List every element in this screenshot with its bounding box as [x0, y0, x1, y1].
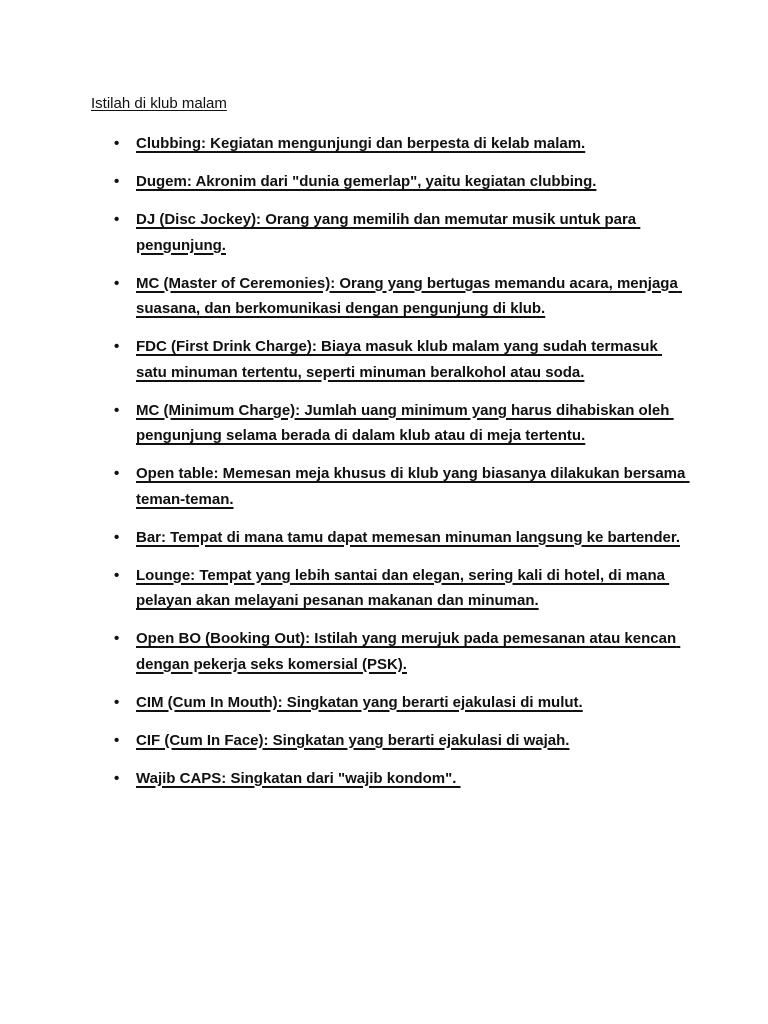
list-item — [0, 131, 768, 157]
term-definition: Wajib CAPS: Singkatan dari "wajib kondom". — [136, 769, 461, 787]
term-definition: Dugem: Akronim dari "dunia gemerlap", yaitu kegiatan clubbing. — [136, 173, 597, 190]
term-definition: Bar: Tempat di mana tamu dapat memesan minuman langsung ke bartender. — [136, 528, 681, 546]
list-item — [0, 626, 768, 677]
list-item — [0, 766, 768, 792]
bullet-icon: • — [114, 630, 120, 647]
term-definition: MC (Minimum Charge): Jumlah uang minimum yang harus dihabiskan oleh pengunjung selama berada di dalam klub atau di meja tertentu. — [136, 401, 674, 444]
bullet-icon: • — [114, 274, 120, 292]
list-item — [0, 461, 768, 512]
term-definition: Open BO (Booking Out): Istilah yang merujuk pada pemesanan atau kencan dengan pekerja seks komersial (PSK). — [136, 630, 681, 673]
list-item — [0, 690, 768, 716]
term-definition: CIM (Cum In Mouth): Singkatan yang berarti ejakulasi di mulut. — [136, 693, 583, 711]
bullet-icon: • — [114, 731, 120, 749]
list-item — [0, 398, 768, 449]
term-definition: CIF (Cum In Face): Singkatan yang berarti ejakulasi di wajah. — [136, 731, 570, 749]
bullet-icon: • — [114, 566, 120, 584]
document-title: Istilah di klub malam — [91, 95, 227, 112]
bullet-icon: • — [114, 135, 120, 152]
term-definition: Clubbing: Kegiatan mengunjungi dan berpesta di kelab malam. — [136, 135, 586, 152]
term-definition: MC (Master of Ceremonies): Orang yang bertugas memandu acara, menjaga suasana, dan berkomunikasi dengan pengunjung di klub. — [136, 274, 682, 317]
term-definition: Open table: Memesan meja khusus di klub yang biasanya dilakukan bersama teman-teman. — [136, 465, 690, 508]
bullet-icon: • — [114, 465, 120, 482]
term-definition: DJ (Disc Jockey): Orang yang memilih dan memutar musik untuk para pengunjung. — [136, 211, 641, 254]
list-item — [0, 728, 768, 754]
list-item — [0, 271, 768, 322]
list-item — [0, 207, 768, 258]
list-item — [0, 334, 768, 385]
list-item — [0, 563, 768, 614]
bullet-icon: • — [114, 769, 120, 787]
list-item — [0, 525, 768, 551]
term-definition: FDC (First Drink Charge): Biaya masuk klub malam yang sudah termasuk satu minuman tertentu, seperti minuman beralkohol atau soda. — [136, 338, 662, 381]
bullet-icon: • — [114, 338, 120, 355]
bullet-icon: • — [114, 173, 120, 190]
bullet-icon: • — [114, 528, 120, 546]
bullet-icon: • — [114, 693, 120, 711]
bullet-icon: • — [114, 211, 120, 228]
term-definition: Lounge: Tempat yang lebih santai dan elegan, sering kali di hotel, di mana pelayan akan melayani pesanan makanan dan minuman. — [136, 566, 670, 609]
list-item — [0, 169, 768, 195]
term-list — [0, 131, 768, 804]
bullet-icon: • — [114, 401, 120, 419]
